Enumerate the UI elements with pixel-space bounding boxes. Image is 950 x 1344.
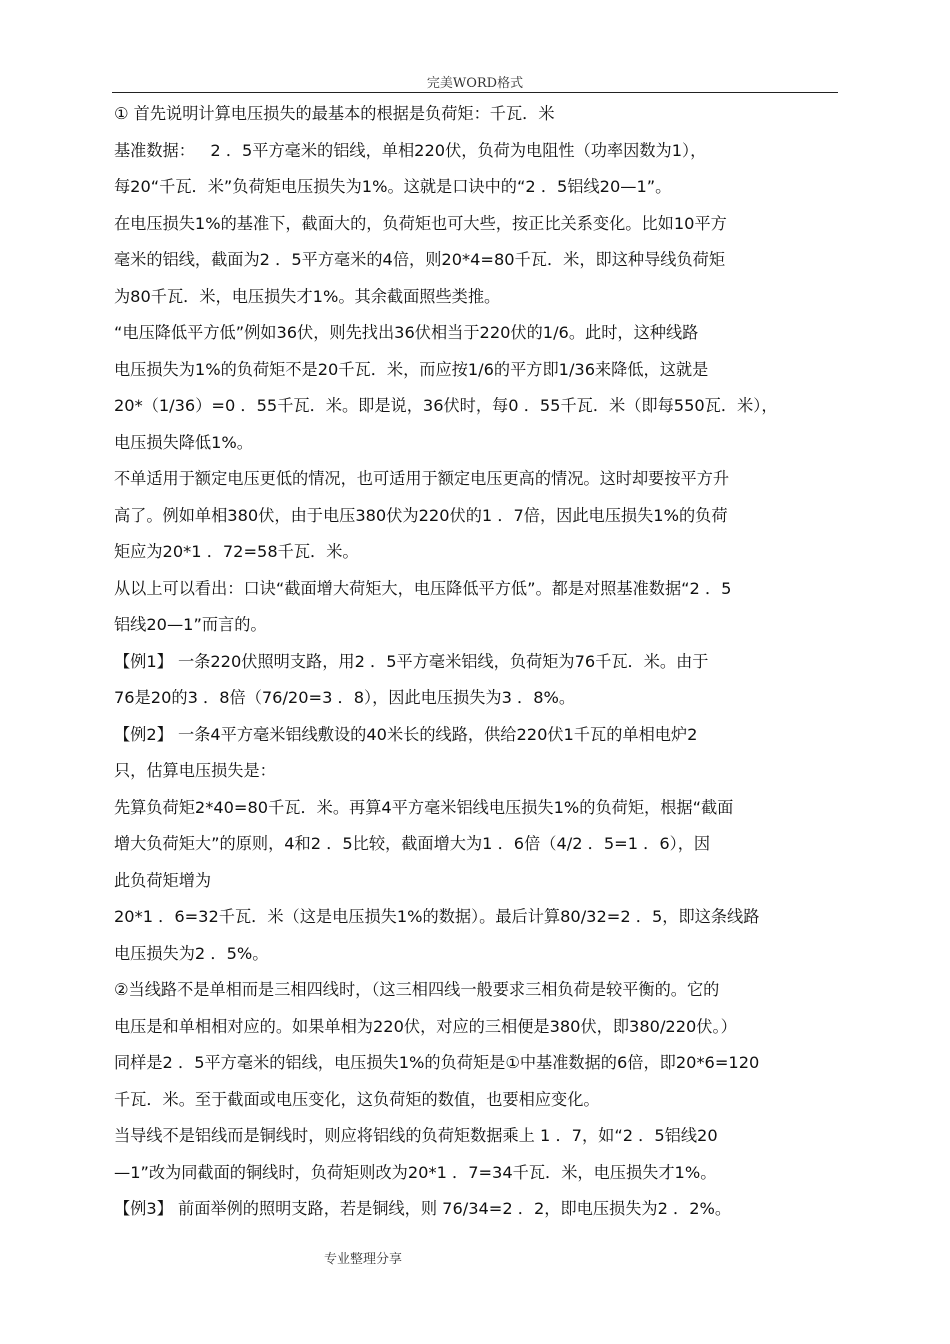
text-line: 【例1】 一条220伏照明支路，用2 ．5平方毫米铝线，负荷矩为76千瓦．米。由于	[114, 651, 709, 671]
text-line: 铝线20—1”而言的。	[114, 615, 267, 634]
text-line: —1”改为同截面的铜线时，负荷矩则改为20*1 ．7=34千瓦．米，电压损失才1%。	[114, 1162, 717, 1182]
page-header: 完美WORD格式	[426, 76, 524, 91]
text-line: 当导线不是铝线而是铜线时，则应将铝线的负荷矩数据乘上 1 ．7，如“2 ．5铝线20	[114, 1126, 718, 1145]
text-line: “电压降低平方低”例如36伏，则先找出36伏相当于220伏的1/6。此时，这种线路	[114, 323, 699, 342]
text-line: 76是20的3 ．8倍（76/20=3 ．8），因此电压损失为3 ．8%。	[114, 688, 576, 707]
text-line: 电压是和单相相对应的。如果单相为220伏，对应的三相便是380伏，即380/220伏。）	[114, 1016, 737, 1036]
text-line: 在电压损失1%的基准下，截面大的，负荷矩也可大些，按正比关系变化。比如10平方	[114, 213, 727, 233]
text-line: 不单适用于额定电压更低的情况，也可适用于额定电压更高的情况。这时却要按平方升	[114, 469, 730, 488]
text-line: 同样是2 ．5平方毫米的铝线，电压损失1%的负荷矩是①中基准数据的6倍，即20*6=120	[114, 1053, 760, 1072]
text-line: 电压损失为2 ．5%。	[114, 943, 269, 963]
document-body	[114, 96, 838, 1228]
text-line: 为80千瓦．米，电压损失才1%。其余截面照些类推。	[114, 286, 501, 306]
text-line: 增大负荷矩大”的原则，4和2 ．5比较，截面增大为1 ．6倍（4/2 ．5=1 ．6），因	[114, 834, 711, 853]
text-line: ① 首先说明计算电压损失的最基本的根据是负荷矩：千瓦．米	[114, 104, 555, 123]
text-line: 【例3】 前面举例的照明支路，若是铜线，则 76/34=2 ．2，即电压损失为2 ．2%。	[114, 1199, 732, 1218]
text-line: 【例2】 一条4平方毫米铝线敷设的40米长的线路，供给220伏1千瓦的单相电炉2	[114, 724, 698, 744]
header-divider	[112, 92, 838, 93]
text-line: 从以上可以看出：口诀“截面增大荷矩大，电压降低平方低”。都是对照基准数据“2 ．5	[114, 578, 732, 598]
text-line: 高了。例如单相380伏，由于电压380伏为220伏的1 ．7倍，因此电压损失1%的负荷	[114, 505, 728, 525]
text-line: 只，估算电压损失是：	[114, 761, 276, 780]
text-line: 矩应为20*1 ．72=58千瓦．米。	[114, 542, 359, 561]
text-line: 此负荷矩增为	[114, 870, 212, 890]
text-line: 电压损失为1%的负荷矩不是20千瓦．米，而应按1/6的平方即1/36来降低，这就是	[114, 359, 709, 379]
page-footer: 专业整理分享	[324, 1252, 403, 1267]
text-line: ②当线路不是单相而是三相四线时，（这三相四线一般要求三相负荷是较平衡的。它的	[114, 980, 720, 999]
text-line: 先算负荷矩2*40=80千瓦．米。再算4平方毫米铝线电压损失1%的负荷矩，根据“截面	[114, 797, 734, 817]
text-line: 20*（1/36）=0 ．55千瓦．米。即是说，36伏时，每0 ．55千瓦．米（即每550瓦．米），	[114, 396, 778, 415]
text-line: 基准数据： 2 ．5平方毫米的铝线，单相220伏，负荷为电阻性（功率因数为1），	[114, 140, 707, 160]
text-line: 每20“千瓦．米”负荷矩电压损失为1%。这就是口诀中的“2 ．5铝线20—1”。	[114, 177, 672, 196]
text-line: 20*1 ．6=32千瓦．米（这是电压损失1%的数据）。最后计算80/32=2 ．5，即这条线路	[114, 907, 760, 926]
text-line: 毫米的铝线，截面为2 ．5平方毫米的4倍，则20*4=80千瓦．米，即这种导线负荷矩	[114, 250, 726, 269]
text-line: 电压损失降低1%。	[114, 432, 253, 452]
text-line: 千瓦．米。至于截面或电压变化，这负荷矩的数值，也要相应变化。	[114, 1089, 600, 1109]
